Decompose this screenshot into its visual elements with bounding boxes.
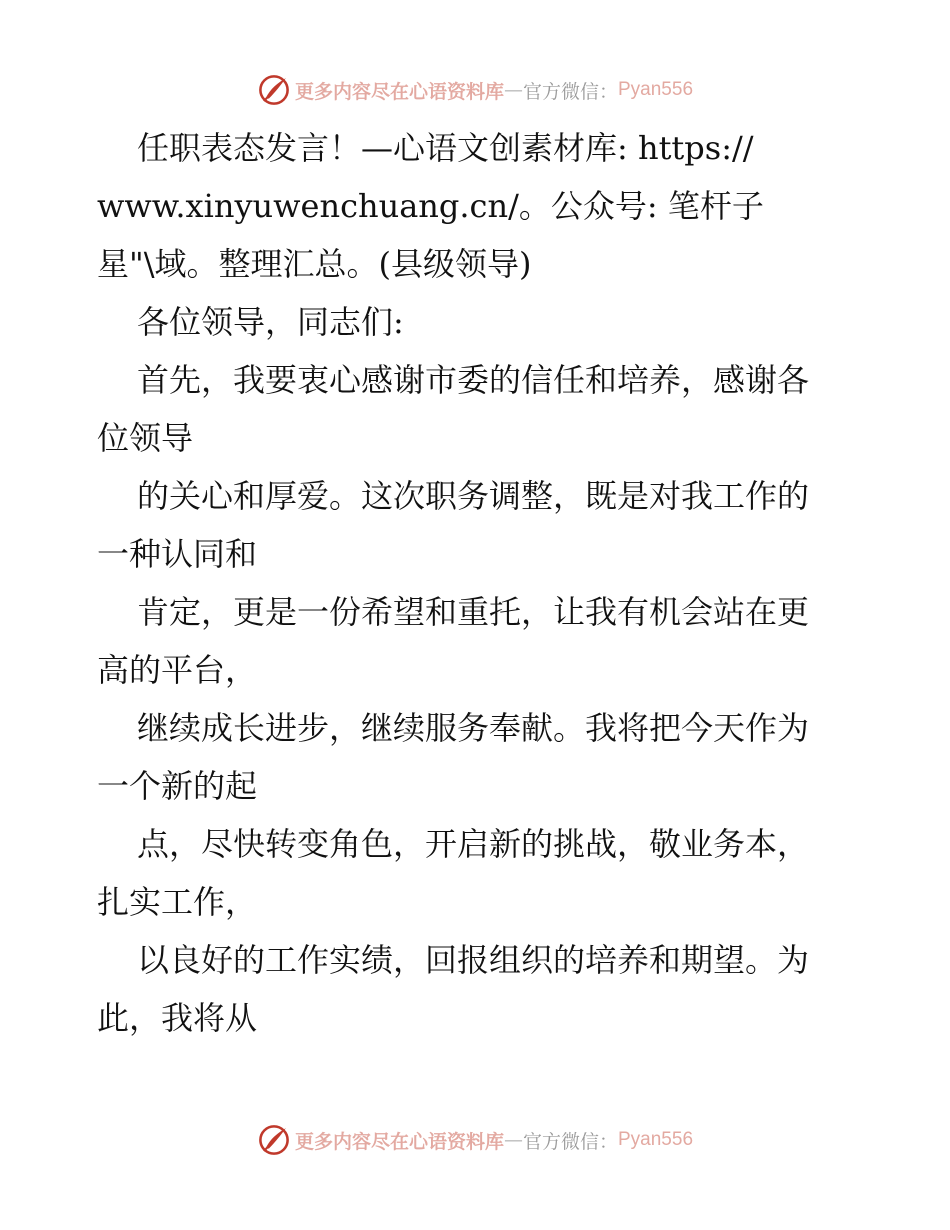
watermark-dash: — <box>503 79 523 101</box>
watermark-wechat-label: 官方微信： <box>522 1130 618 1153</box>
watermark-text: 更多内容尽在心语资料库 <box>294 1130 504 1153</box>
watermark-text: 更多内容尽在心语资料库 <box>294 80 504 103</box>
document-line: www.xinyuwenchuang.cn/。公众号: 笔杆子 <box>97 187 764 225</box>
footer-watermark <box>0 1120 950 1160</box>
document-line: 星"\域。整理汇总。(县级领导) <box>97 245 532 283</box>
document-line: 高的平台， <box>97 651 258 689</box>
header-watermark <box>0 70 950 110</box>
document-line: 任职表态发言！—心语文创素材库: https:// <box>137 129 754 167</box>
watermark-wechat-id: Pyan556 <box>618 1129 694 1150</box>
document-line: 的关心和厚爱。这次职务调整，既是对我工作的 <box>137 477 810 515</box>
document-line: 肯定，更是一份希望和重托，让我有机会站在更 <box>137 593 810 631</box>
document-line: 各位领导，同志们: <box>137 303 404 341</box>
document-line: 此，我将从 <box>97 999 258 1037</box>
document-line: 位领导 <box>97 419 194 457</box>
watermark-dash: — <box>503 1129 523 1151</box>
document-line: 一个新的起 <box>97 767 258 805</box>
document-line: 继续成长进步，继续服务奉献。我将把今天作为 <box>137 709 810 747</box>
quill-logo-icon <box>257 73 291 107</box>
document-line: 首先，我要衷心感谢市委的信任和培养，感谢各 <box>137 361 810 399</box>
document-line: 点，尽快转变角色，开启新的挑战，敬业务本， <box>137 825 810 863</box>
document-line: 扎实工作， <box>97 883 258 921</box>
quill-logo-icon <box>257 1123 291 1157</box>
watermark-wechat-id: Pyan556 <box>618 79 694 100</box>
watermark-wechat-label: 官方微信： <box>522 80 618 103</box>
document-line: 以良好的工作实绩，回报组织的培养和期望。为 <box>137 941 810 979</box>
document-line: 一种认同和 <box>97 535 258 573</box>
